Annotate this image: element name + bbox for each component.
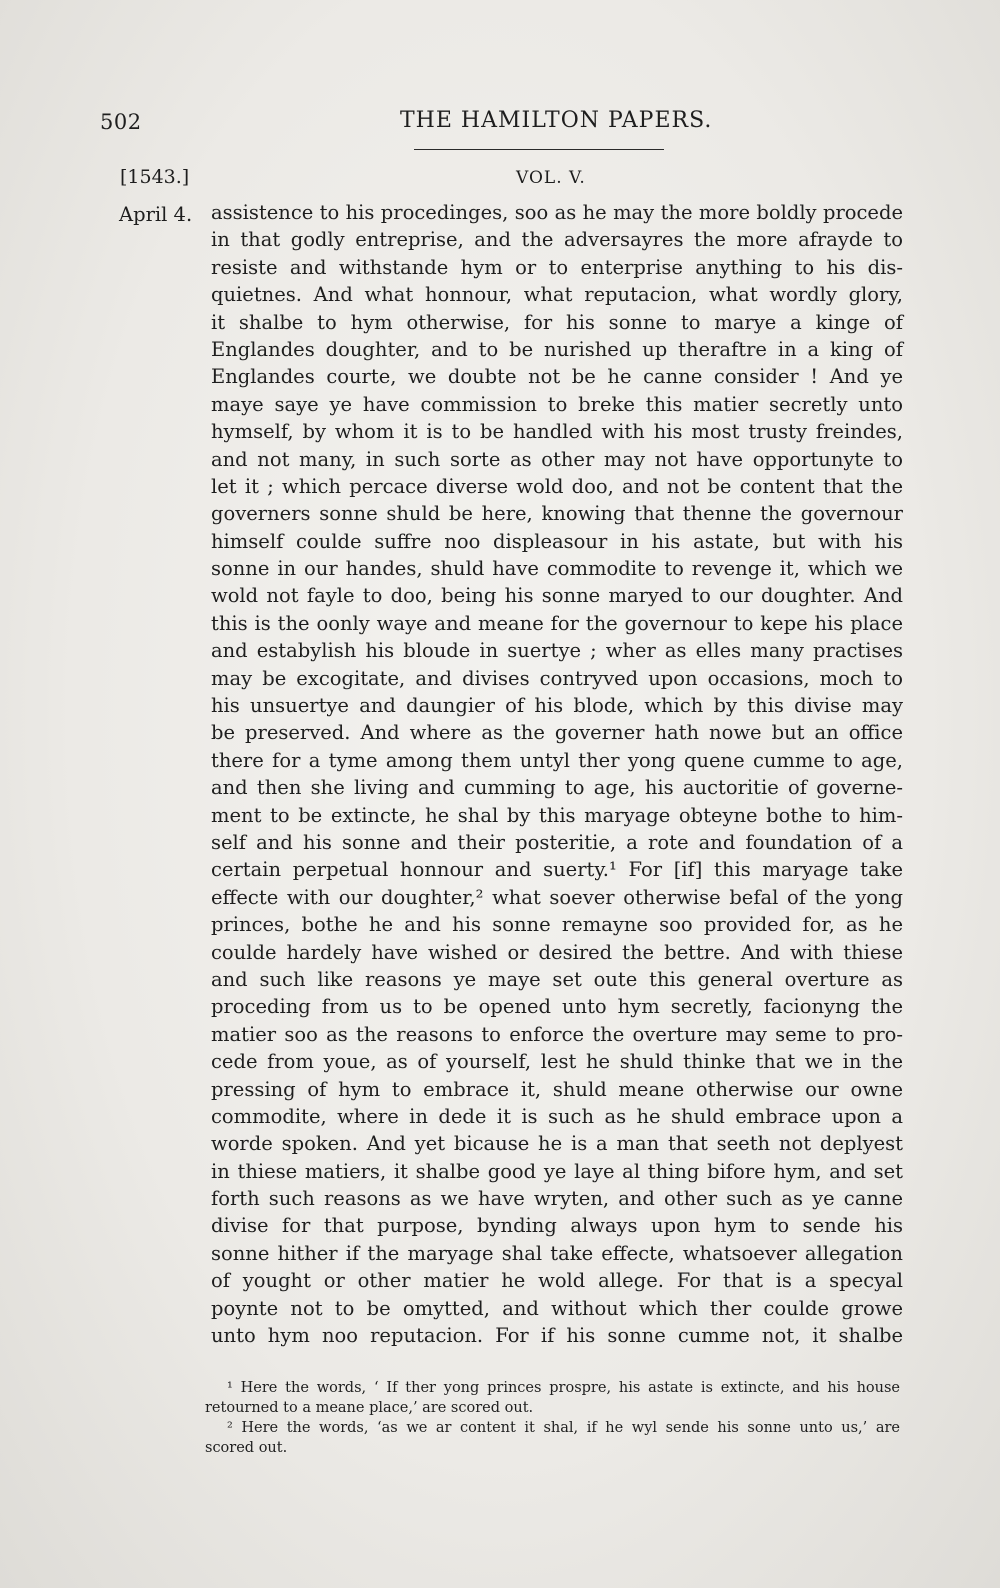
text-line: sonne hither if the maryage shal take effecte, whatsoever allegation — [211, 1241, 903, 1265]
footnote-1-continued: retourned to a meane place,’ are scored out. — [205, 1400, 534, 1416]
year-marker: [1543.] — [120, 166, 190, 188]
text-line: cede from youe, as of yourself, lest he shuld thinke that we in the — [211, 1050, 903, 1074]
margin-date: April 4. — [119, 203, 193, 226]
text-line: ment to be extincte, he shal by this maryage obteyne bothe to him- — [211, 803, 903, 827]
text-line: it shalbe to hym otherwise, for his sonne to marye a kinge of — [211, 310, 903, 334]
text-line: unto hym noo reputacion. For if his sonne cumme not, it shalbe — [211, 1324, 903, 1348]
text-line: let it ; which percace diverse wold doo, and not be content that the — [211, 474, 903, 498]
text-line: pressing of hym to embrace it, shuld meane otherwise our owne — [211, 1077, 903, 1101]
text-line: self and his sonne and their posteritie, a rote and foundation of a — [211, 830, 903, 854]
text-line: in thiese matiers, it shalbe good ye laye al thing bifore hym, and set — [211, 1159, 903, 1183]
volume-label: VOL. V. — [516, 168, 586, 188]
text-line: poynte not to be omytted, and without which ther coulde growe — [211, 1296, 903, 1320]
running-title: THE HAMILTON PAPERS. — [400, 108, 713, 133]
footnote-2: ² Here the words, ‘as we ar content it shal, if he wyl sende his sonne unto us,’ are — [227, 1420, 900, 1436]
text-line: maye saye ye have commission to breke this matier secretly unto — [211, 392, 903, 416]
text-line: there for a tyme among them untyl ther yong quene cumme to age, — [211, 748, 903, 772]
footnotes — [205, 1378, 900, 1458]
text-line: proceding from us to be opened unto hym secretly, facionyng the — [211, 995, 903, 1019]
text-line: governers sonne shuld be here, knowing that thenne the governour — [211, 502, 903, 526]
page-number: 502 — [100, 110, 142, 134]
text-line: and then she living and cumming to age, his auctoritie of governe- — [211, 776, 903, 800]
text-line: and not many, in such sorte as other may not have opportunyte to — [211, 447, 903, 471]
text-line: hymself, by whom it is to be handled with his most trusty freindes, — [211, 420, 903, 444]
text-line: and estabylish his bloude in suertye ; wher as elles many practises — [211, 639, 903, 663]
footnote-2-continued: scored out. — [205, 1440, 288, 1456]
text-line: may be excogitate, and divises contryved upon occasions, moch to — [211, 666, 903, 690]
text-line: certain perpetual honnour and suerty.¹ For [if] this maryage take — [211, 858, 903, 882]
text-line: Englandes courte, we doubte not be he canne consider ! And ye — [211, 365, 903, 389]
text-line: matier soo as the reasons to enforce the overture may seme to pro- — [211, 1022, 903, 1046]
text-line: quietnes. And what honnour, what reputacion, what wordly glory, — [211, 283, 903, 307]
text-line: forth such reasons as we have wryten, and other such as ye canne — [211, 1187, 903, 1211]
text-line: princes, bothe he and his sonne remayne soo provided for, as he — [211, 913, 903, 937]
text-line: resiste and withstande hym or to enterprise anything to his dis- — [211, 255, 903, 279]
text-line: of yought or other matier he wold allege. For that is a specyal — [211, 1269, 903, 1293]
text-line: divise for that purpose, bynding always upon hym to sende his — [211, 1214, 903, 1238]
text-line: himself coulde suffre noo displeasour in his astate, but with his — [211, 529, 903, 553]
text-line: in that godly entreprise, and the adversayres the more afrayde to — [211, 228, 903, 252]
body-text — [211, 199, 903, 1349]
text-line: his unsuertye and daungier of his blode, which by this divise may — [211, 694, 903, 718]
text-line: worde spoken. And yet bicause he is a man that seeth not deplyest — [211, 1132, 903, 1156]
text-line: Englandes doughter, and to be nurished up theraftre in a king of — [211, 337, 903, 361]
text-line: be preserved. And where as the governer hath nowe but an office — [211, 721, 903, 745]
text-line: sonne in our handes, shuld have commodite to revenge it, which we — [211, 557, 903, 581]
text-line: this is the oonly waye and meane for the governour to kepe his place — [211, 611, 903, 635]
text-line: wold not fayle to doo, being his sonne maryed to our doughter. And — [211, 584, 903, 608]
text-line: and such like reasons ye maye set oute this general overture as — [211, 967, 903, 991]
text-line: coulde hardely have wished or desired the bettre. And with thiese — [211, 940, 903, 964]
header-rule — [414, 149, 664, 150]
footnote-1: ¹ Here the words, ‘ If ther yong princes prospre, his astate is extincte, and his house — [227, 1380, 900, 1396]
text-line: effecte with our doughter,² what soever otherwise befal of the yong — [211, 885, 903, 909]
text-line: commodite, where in dede it is such as he shuld embrace upon a — [211, 1104, 903, 1128]
text-line: assistence to his procedinges, soo as he may the more boldly procede — [211, 201, 903, 224]
